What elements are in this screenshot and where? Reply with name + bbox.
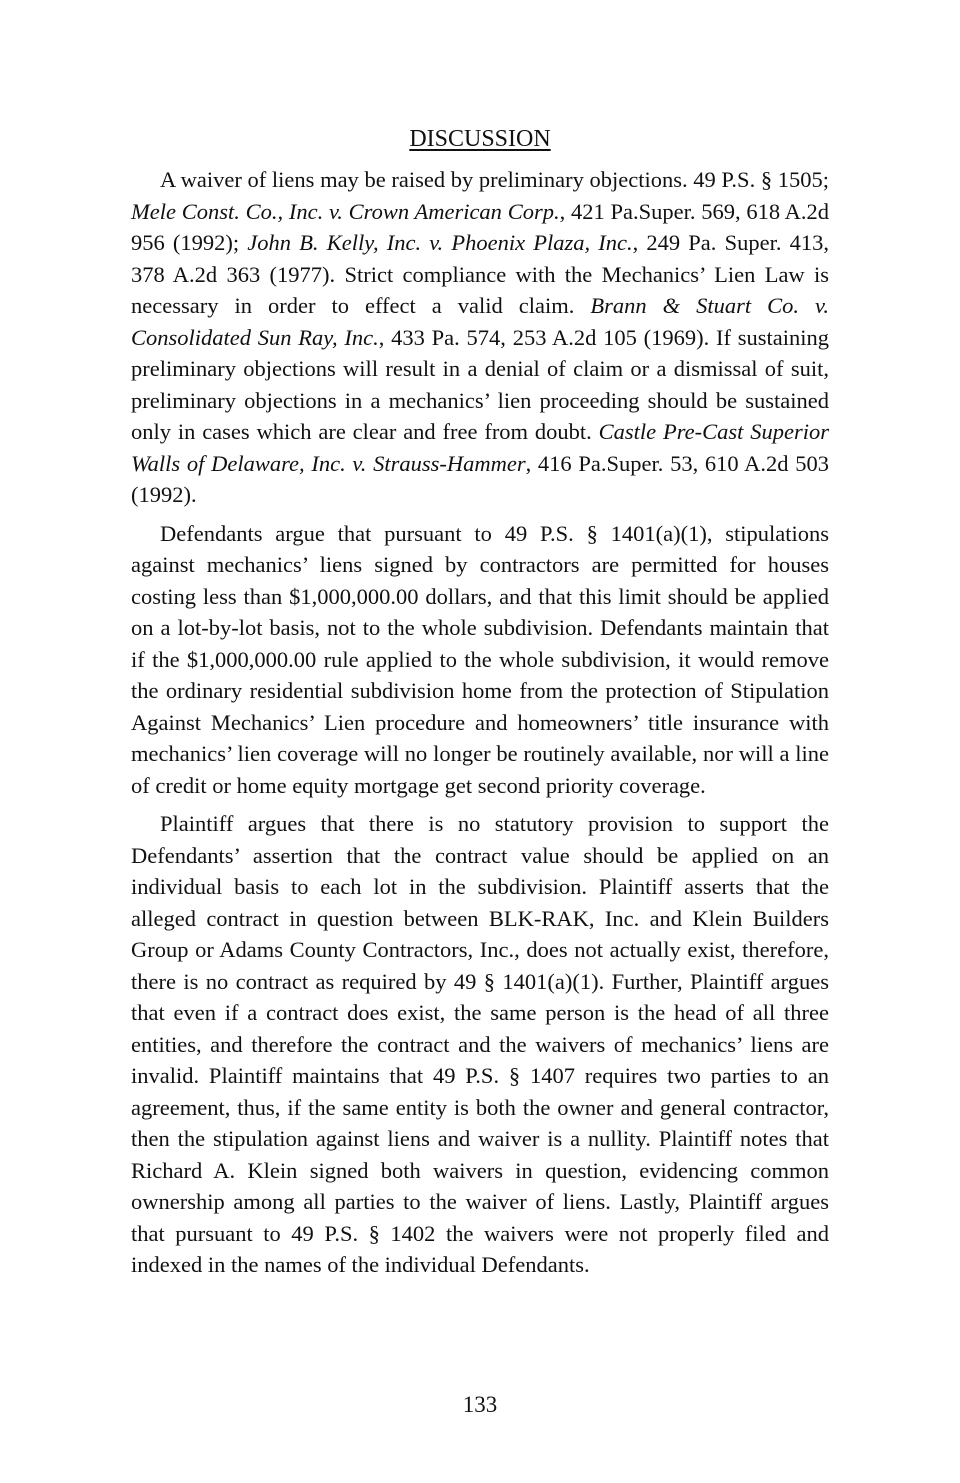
case-citation-kelly: John B. Kelly, Inc. v. Phoenix Plaza, Inc. xyxy=(247,230,633,255)
section-heading: DISCUSSION xyxy=(409,126,551,152)
paragraph-plaintiff-argument: Plaintiff argues that there is no statutory provision to support the Defendants’ assertion that the contract value should be applied on an individual basis to each lot in the subdivision. Plaintiff asserts that the alleged contract in question between BLK-RAK, Inc. and Klein Builders Group or Adams County Contractors, Inc., does not actually exist, therefore, there is no contract as required by 49 § 1401(a)(1). Further, Plaintiff argues that even if a contract does exist, the same person is the head of all three entities, and therefore the contract and the waivers of mechanics’ liens are invalid. Plaintiff maintains that 49 P.S. § 1407 requires two parties to an agreement, thus, if the same entity is both the owner and general contractor, then the stipulation against liens and waiver is a nullity. Plaintiff notes that Richard A. Klein signed both waivers in question, evidencing common ownership among all parties to the waiver of liens. Lastly, Plaintiff argues that pursuant to 49 P.S. § 1402 the waivers were not properly filed and indexed in the names of the individual Defendants. xyxy=(131,811,829,1277)
case-citation-mele: Mele Const. Co., Inc. v. Crown American Corp. xyxy=(131,198,560,224)
paragraph1-text-3: , 249 Pa. Super. 413, 378 A.2d 363 (1977). Strict compliance with the Mechanics’ Lien Law is necessary in order to effect a valid claim. xyxy=(131,230,829,318)
paragraph1-text-4: , 433 Pa. 574, 253 A.2d 105 (1969). If sustaining preliminary objections will result in a denial of claim or a dismissal of suit, preliminary objections in a mechanics’ lien proceeding should be sustained only in cases which are clear and free from doubt. xyxy=(131,324,829,444)
paragraph-defendants-argument: Defendants argue that pursuant to 49 P.S. § 1401(a)(1), stipulations against mechanics’ liens signed by contractors are permitted for houses costing less than $1,000,000.00 dollars, and that this limit should be applied on a lot-by-lot basis, not to the whole subdivision. Defendants maintain that if the $1,000,000.00 rule applied to the whole subdivision, it would remove the ordinary residential subdivision home from the protection of Stipulation Against Mechanics’ Lien procedure and homeowners’ title insurance with mechanics’ lien coverage will no longer be routinely available, nor will a line of credit or home equity mortgage get second priority coverage. xyxy=(131,520,829,798)
paragraph1-text-1: A waiver of liens may be raised by preliminary objections. 49 P.S. § 1505; xyxy=(160,167,829,192)
page-number: 133 xyxy=(462,1392,498,1417)
paragraph-waiver-of-liens xyxy=(131,164,829,511)
case-citation-castle: Castle Pre-Cast Superior Walls of Delaware, Inc. v. Strauss-Hammer xyxy=(131,419,829,476)
paragraph1-text-2: , 421 Pa.Super. 569, 618 A.2d 956 (1992); xyxy=(131,198,829,255)
case-citation-brann: Brann & Stuart Co. v. Consolidated Sun Ray, Inc. xyxy=(131,293,829,350)
paragraph1-text-5: , 416 Pa.Super. 53, 610 A.2d 503 (1992). xyxy=(131,450,829,507)
page-body xyxy=(131,122,829,1288)
